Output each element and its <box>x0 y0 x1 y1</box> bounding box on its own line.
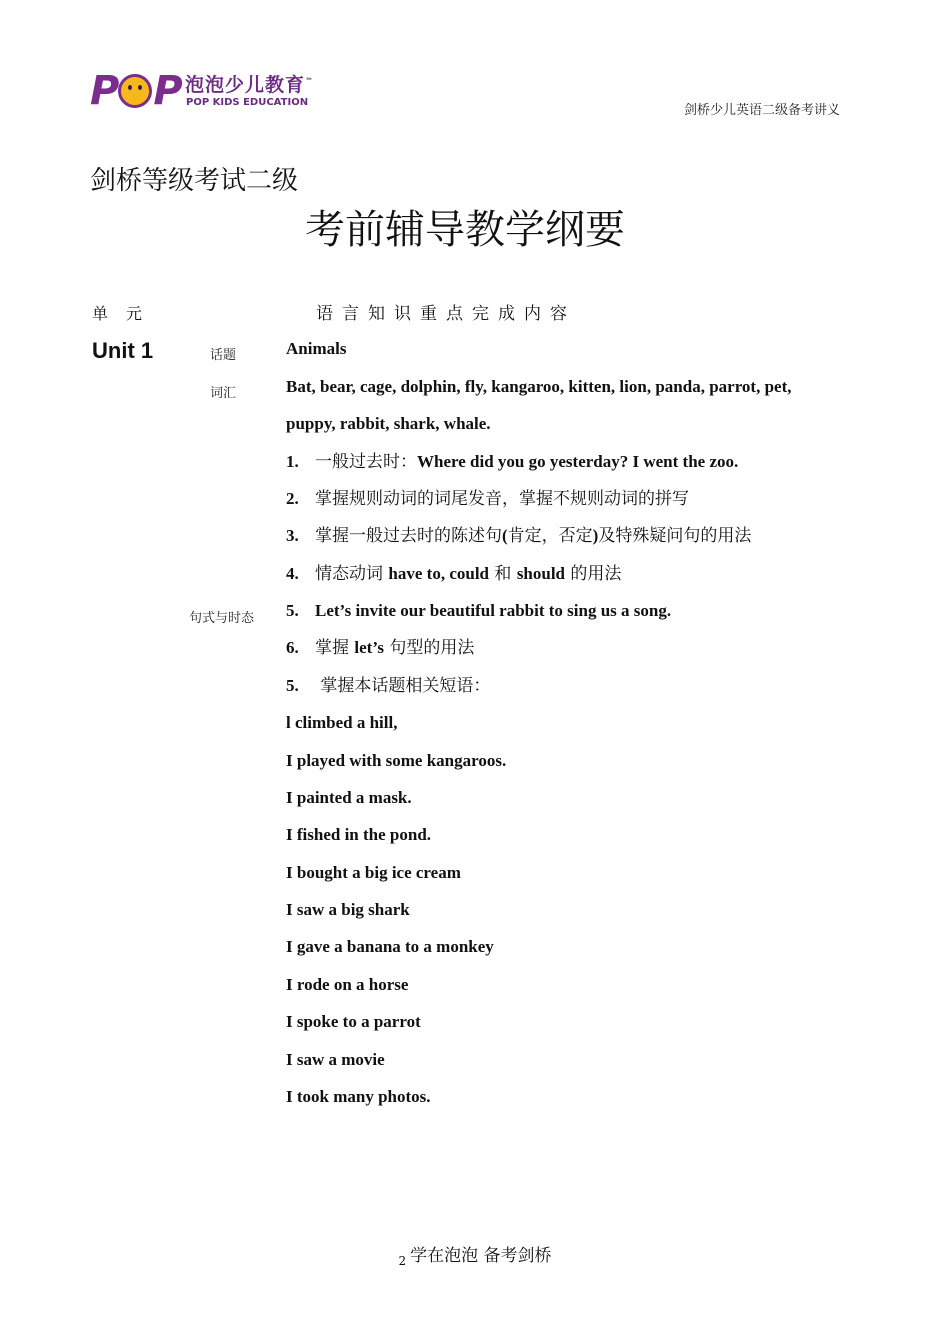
vocabulary-label: 词汇 <box>210 386 237 401</box>
phrase-item: I played with some kangaroos. <box>286 751 507 770</box>
phrase-item: I fished in the pond. <box>286 825 432 844</box>
phrase-item: I saw a movie <box>286 1050 385 1069</box>
column-header-unit: 单元 <box>92 304 161 323</box>
grammar-item: 5. Let’s invite our beautiful rabbit to sing us a song. <box>286 601 672 620</box>
grammar-item: 5. 掌握本话题相关短语： <box>286 676 491 696</box>
footer-slogan: 学在泡泡 备考剑桥 <box>410 1246 552 1266</box>
logo-letter-p-right: P <box>153 68 181 114</box>
page-title: 考前辅导教学纲要 <box>305 207 625 253</box>
column-header-content: 语言知识重点完成内容 <box>316 304 576 324</box>
logo-letter-p-left: P <box>90 68 118 114</box>
logo-pop-mark <box>90 68 181 114</box>
vocabulary-line-2: puppy, rabbit, shark, whale. <box>286 414 491 433</box>
phrase-item: I spoke to a parrot <box>286 1012 421 1031</box>
logo-smiley-face-icon <box>118 74 152 108</box>
phrase-item: I bought a big ice cream <box>286 863 461 882</box>
topic-label: 话题 <box>210 348 237 363</box>
phrase-item: l climbed a hill, <box>286 713 398 732</box>
topic-value: Animals <box>286 339 347 358</box>
phrase-item: I painted a mask. <box>286 788 412 807</box>
logo-english-name: POP KIDS EDUCATION <box>186 97 309 108</box>
grammar-item: 6. 掌握 let’s 句型的用法 <box>286 638 475 658</box>
grammar-label: 句式与时态 <box>189 611 255 626</box>
phrase-item: I rode on a horse <box>286 975 409 994</box>
phrase-item: I gave a banana to a monkey <box>286 937 494 956</box>
logo-chinese-name: 泡泡少儿教育™ <box>185 74 315 96</box>
vocabulary-line-1: Bat, bear, cage, dolphin, fly, kangaroo, kitten, lion, panda, parrot, pet, <box>286 377 792 396</box>
brand-logo <box>90 66 315 116</box>
page-subtitle: 剑桥等级考试二级 <box>90 166 299 196</box>
page-footer <box>0 1241 950 1268</box>
phrase-item: I took many photos. <box>286 1087 431 1106</box>
header-document-label: 剑桥少儿英语二级备考讲义 <box>683 103 840 118</box>
grammar-item: 2. 掌握规则动词的词尾发音，掌握不规则动词的拼写 <box>286 489 689 509</box>
grammar-item: 3. 掌握一般过去时的陈述句(肯定，否定)及特殊疑问句的用法 <box>286 526 752 546</box>
phrase-item: I saw a big shark <box>286 900 410 919</box>
page-number: 2 <box>398 1254 407 1268</box>
unit-label: Unit 1 <box>92 338 154 363</box>
grammar-item: 4. 情态动词 have to, could 和 should 的用法 <box>286 564 622 584</box>
grammar-item: 1. 一般过去时：Where did you go yesterday? I went the zoo. <box>286 452 739 472</box>
